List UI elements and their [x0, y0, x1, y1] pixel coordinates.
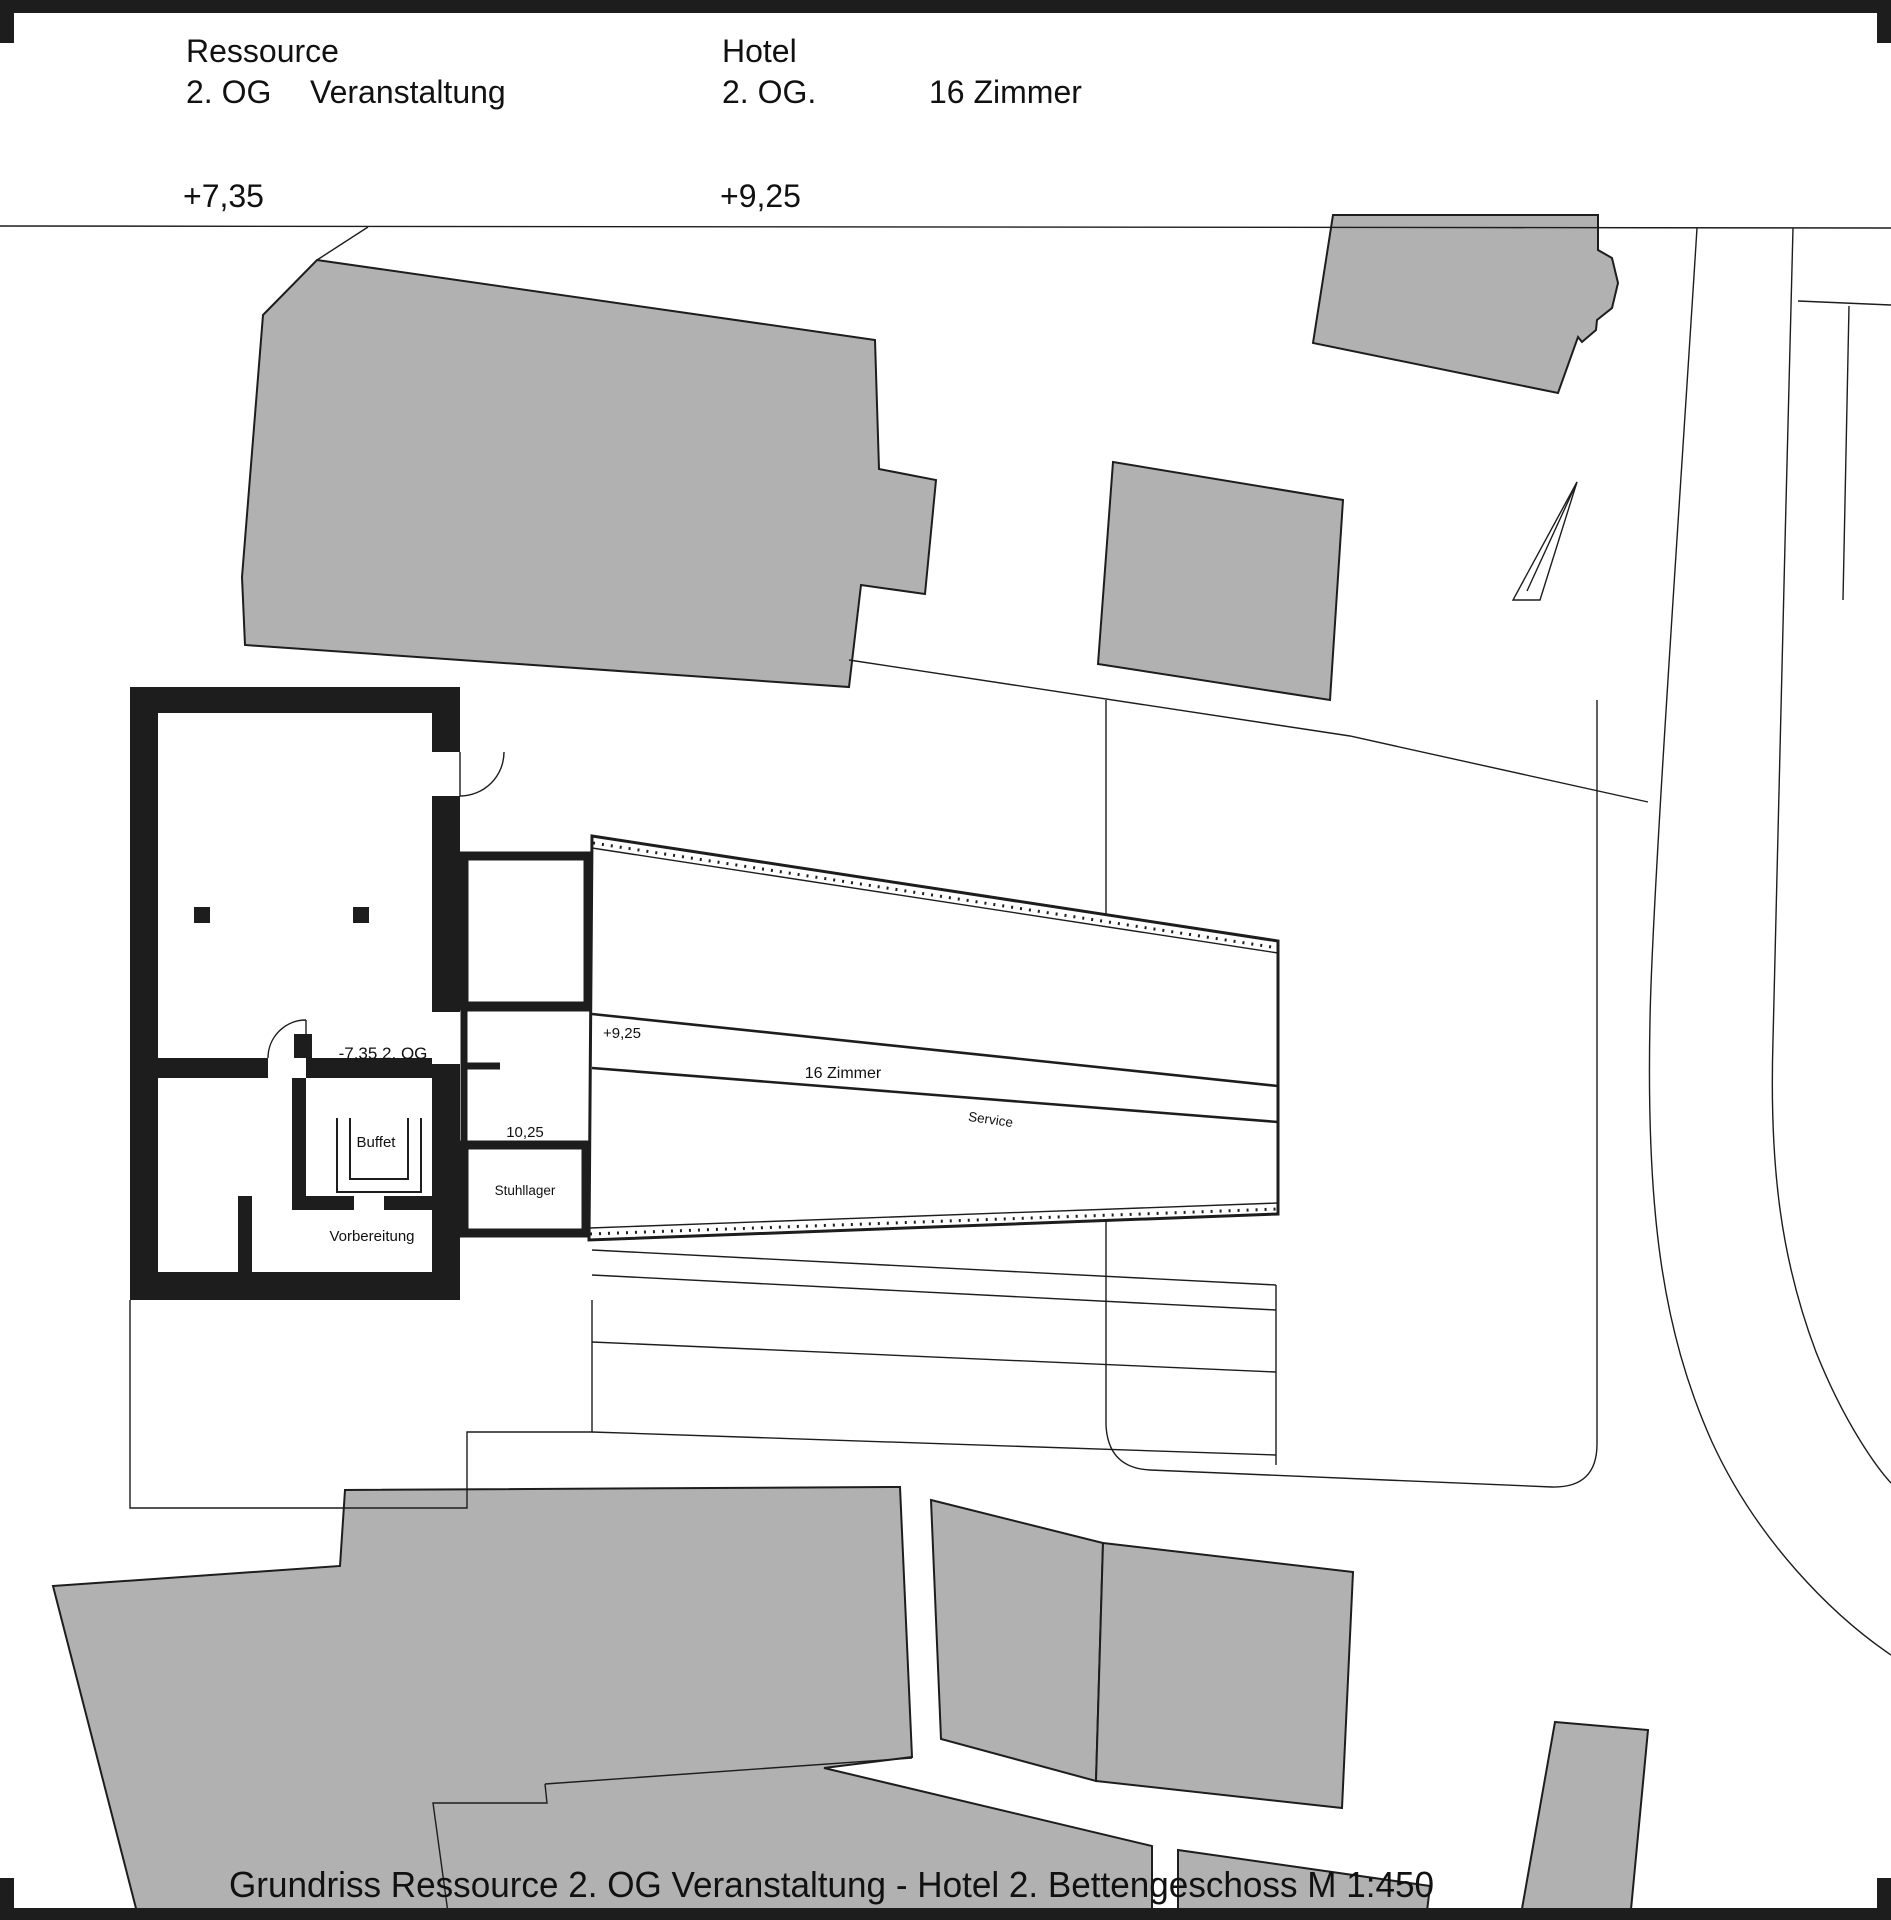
ressource-title: Ressource	[186, 33, 339, 69]
core-walls	[464, 856, 588, 1006]
hotel-room-count: 16 Zimmer	[929, 74, 1082, 110]
border-corner	[0, 0, 14, 43]
site-building	[931, 1500, 1103, 1781]
stuhllager-label: Stuhllager	[494, 1183, 556, 1198]
vorbereitung-label: Vorbereitung	[329, 1228, 415, 1245]
wall-divider	[158, 1058, 268, 1078]
wall-vorbereitung-top	[292, 1196, 354, 1210]
hotel-level-label: +9,25	[603, 1025, 641, 1042]
column	[194, 907, 210, 923]
door-opening	[432, 1012, 460, 1064]
wall-left	[130, 687, 158, 1300]
wall-vorbereitung-top	[384, 1196, 432, 1210]
wall-vorbereitung-left	[238, 1196, 252, 1272]
site-building	[1098, 462, 1343, 700]
wall-buffet-left	[292, 1078, 306, 1208]
core-elevation-label: 10,25	[506, 1124, 544, 1141]
wall-top	[130, 687, 460, 713]
service-label: Service	[967, 1108, 1014, 1131]
ressource-floor: 2. OG	[186, 74, 272, 110]
hotel-elevation: +9,25	[720, 178, 801, 214]
wall-pillar	[294, 1034, 312, 1058]
door-opening	[432, 752, 460, 796]
buffet-label: Buffet	[356, 1134, 396, 1151]
column	[353, 907, 369, 923]
border-corner	[1877, 0, 1891, 43]
hotel-rooms-label: 16 Zimmer	[804, 1065, 882, 1082]
border-corner	[1877, 1878, 1891, 1920]
ressource-level-label: -7,35 2. OG	[338, 1044, 428, 1063]
border-bottom	[10, 1908, 1881, 1920]
border-corner	[0, 1878, 14, 1920]
site-building	[1096, 1543, 1353, 1808]
ressource-elevation: +7,35	[183, 178, 264, 214]
hotel-title: Hotel	[722, 33, 797, 69]
drawing-title: Grundriss Ressource 2. OG Veranstaltung - Hotel 2. Bettengeschoss M 1:450	[229, 1864, 1434, 1905]
hotel-floor: 2. OG.	[722, 74, 817, 110]
ressource-use: Veranstaltung	[310, 74, 506, 110]
border-top	[10, 0, 1881, 13]
wall-bottom	[130, 1272, 460, 1300]
